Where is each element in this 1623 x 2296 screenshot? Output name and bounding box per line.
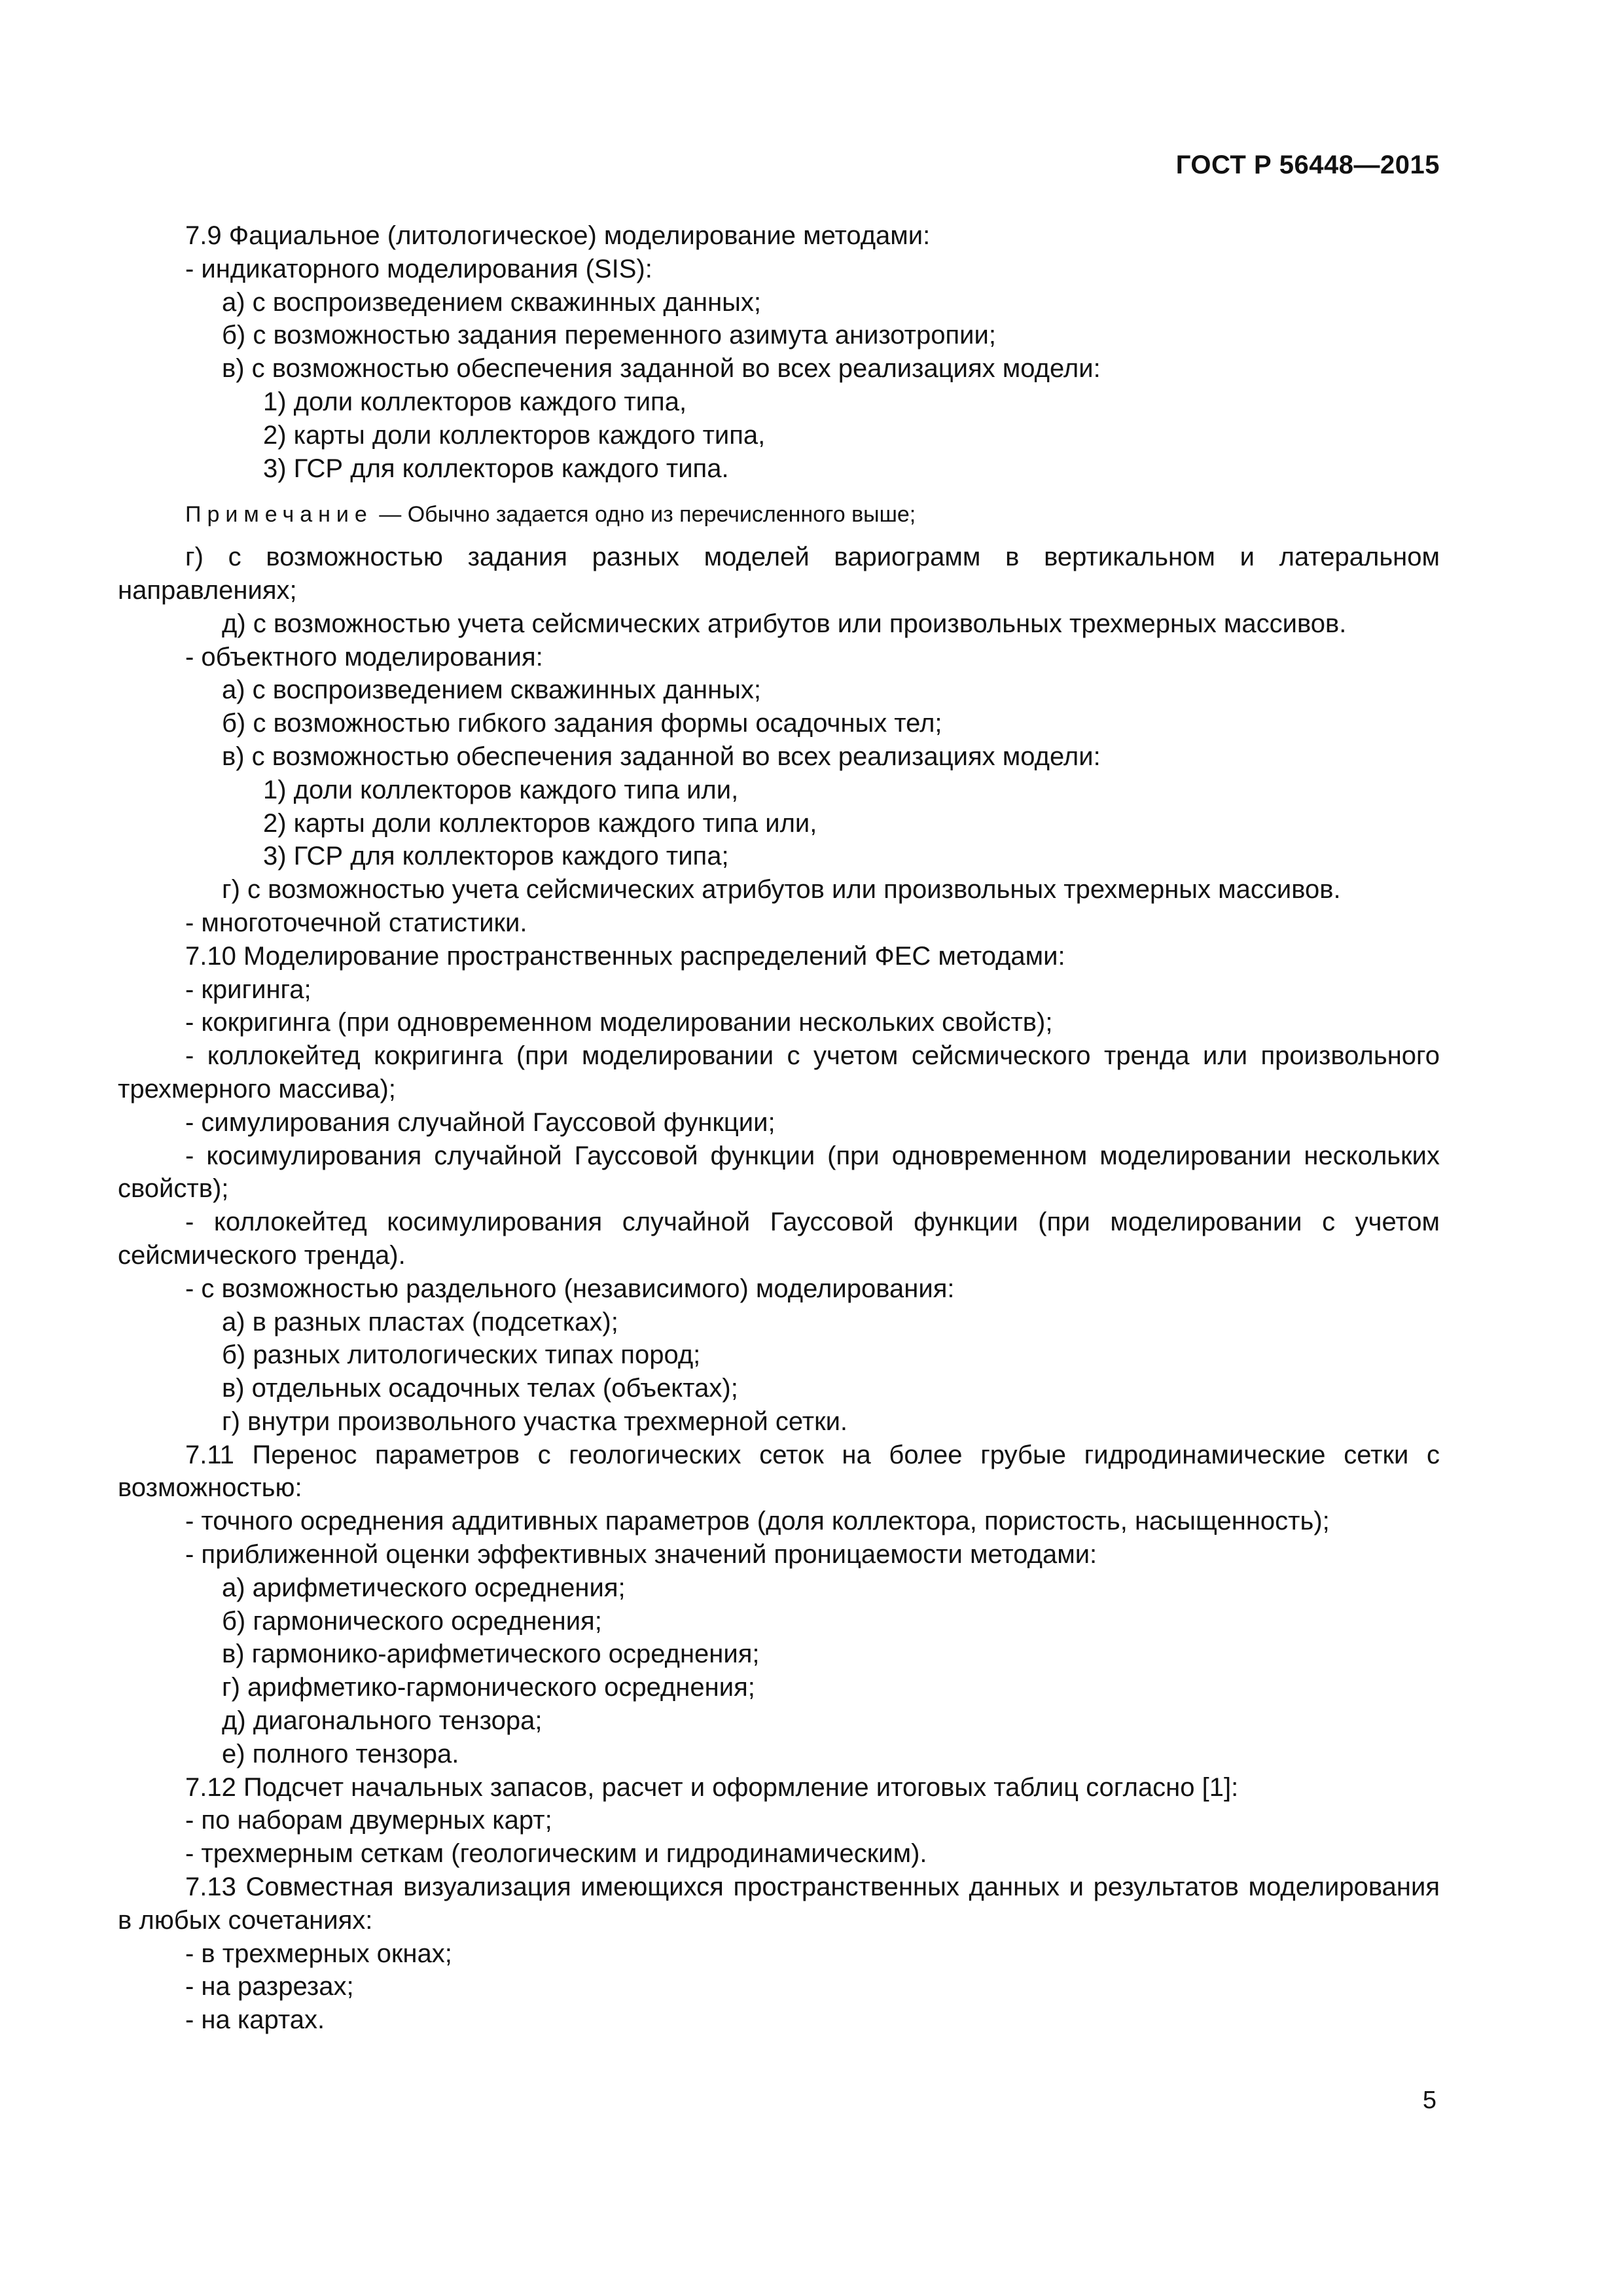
text-line: 7.9 Фациальное (литологическое) моделирование методами: <box>185 221 931 250</box>
text-line: 2) карты доли коллекторов каждого типа или, <box>263 808 817 838</box>
text-line: а) с воспроизведением скважинных данных; <box>222 675 762 705</box>
note-heading: Примечание <box>185 502 373 528</box>
text-line: а) арифметического осреднения; <box>222 1573 626 1602</box>
text-line: 1) доли коллекторов каждого типа, <box>263 387 687 416</box>
text-line: - в трехмерных окнах; <box>185 1939 452 1968</box>
text-line: - многоточечной статистики. <box>185 908 527 937</box>
text-line: - кригинга; <box>185 975 312 1004</box>
note <box>118 498 1440 531</box>
text-line: - коллокейтед кокригинга (при моделировании с учетом сейсмического тренда или произвольного трехмерного массива); <box>118 1041 1440 1103</box>
text-line: - приближенной оценки эффективных значений проницаемости методами: <box>185 1540 1097 1570</box>
document-text-continued <box>118 541 1440 2037</box>
text-line: 7.10 Моделирование пространственных распределений ФЕС методами: <box>185 941 1065 971</box>
text-line: - индикаторного моделирования (SIS): <box>185 254 652 283</box>
text-line: в) с возможностью обеспечения заданной во всех реализациях модели: <box>222 354 1101 384</box>
text-line: г) с возможностью задания разных моделей вариограмм в вертикальном и латеральном направлениях; <box>118 543 1440 605</box>
note-text: — Обычно задается одно из перечисленного выше; <box>372 502 916 528</box>
text-line: г) внутри произвольного участка трехмерной сетки. <box>222 1407 848 1436</box>
text-line: 3) ГСР для коллекторов каждого типа; <box>263 842 729 871</box>
text-line: - симулирования случайной Гауссовой функции; <box>185 1107 776 1137</box>
text-line: б) гармонического осреднения; <box>222 1606 602 1636</box>
text-line: в) отдельных осадочных телах (объектах); <box>222 1374 738 1403</box>
text-line: - на картах. <box>185 2005 325 2035</box>
text-line: б) с возможностью задания переменного азимута анизотропии; <box>222 321 996 350</box>
text-line: - на разрезах; <box>185 1972 354 2001</box>
text-line: 3) ГСР для коллекторов каждого типа. <box>263 454 729 483</box>
text-line: д) с возможностью учета сейсмических атрибутов или произвольных трехмерных массивов. <box>222 609 1347 638</box>
text-line: г) арифметико-гармонического осреднения; <box>222 1673 755 1702</box>
text-line: - по наборам двумерных карт; <box>185 1806 552 1835</box>
text-line: - трехмерным сеткам (геологическим и гидродинамическим). <box>185 1839 927 1869</box>
text-line: 2) карты доли коллекторов каждого типа, <box>263 420 766 450</box>
text-line: е) полного тензора. <box>222 1739 459 1768</box>
text-line: в) с возможностью обеспечения заданной во всех реализациях модели: <box>222 742 1101 771</box>
text-line: а) в разных пластах (подсетках); <box>222 1307 618 1336</box>
text-line: б) с возможностью гибкого задания формы осадочных тел; <box>222 709 942 738</box>
text-line: а) с воспроизведением скважинных данных; <box>222 287 762 317</box>
text-line: - точного осреднения аддитивных параметров (доля коллектора, пористость, насыщенность); <box>185 1507 1330 1536</box>
text-line: г) с возможностью учета сейсмических атрибутов или произвольных трехмерных массивов. <box>222 875 1341 905</box>
text-line: - косимулирования случайной Гауссовой функции (при одновременном моделировании нескольких свойств); <box>118 1141 1440 1204</box>
text-line: - объектного моделирования: <box>185 642 543 672</box>
document-body <box>118 219 1440 2037</box>
text-line: 7.11 Перенос параметров с геологических сеток на более грубые гидродинамические сетки с возможностью: <box>118 1440 1440 1503</box>
text-line: - с возможностью раздельного (независимого) моделирования: <box>185 1274 955 1303</box>
page-number: 5 <box>1422 2087 1436 2114</box>
text-line: б) разных литологических типах пород; <box>222 1340 701 1370</box>
text-line: д) диагонального тензора; <box>222 1706 543 1736</box>
text-line: 7.12 Подсчет начальных запасов, расчет и оформление итоговых таблиц согласно [1]: <box>185 1772 1239 1802</box>
text-line: в) гармонико-арифметического осреднения; <box>222 1640 760 1669</box>
text-line: 1) доли коллекторов каждого типа или, <box>263 775 739 804</box>
text-line: 7.13 Совместная визуализация имеющихся пространственных данных и результатов моделирования в любых сочетаниях: <box>118 1873 1440 1935</box>
section-7-9-list <box>118 219 1440 485</box>
text-line: - кокригинга (при одновременном моделировании нескольких свойств); <box>185 1008 1053 1037</box>
standard-code: ГОСТ Р 56448—2015 <box>1175 151 1440 179</box>
text-line: - коллокейтед косимулирования случайной Гауссовой функции (при моделировании с учетом сейсмического тренда). <box>118 1208 1440 1270</box>
